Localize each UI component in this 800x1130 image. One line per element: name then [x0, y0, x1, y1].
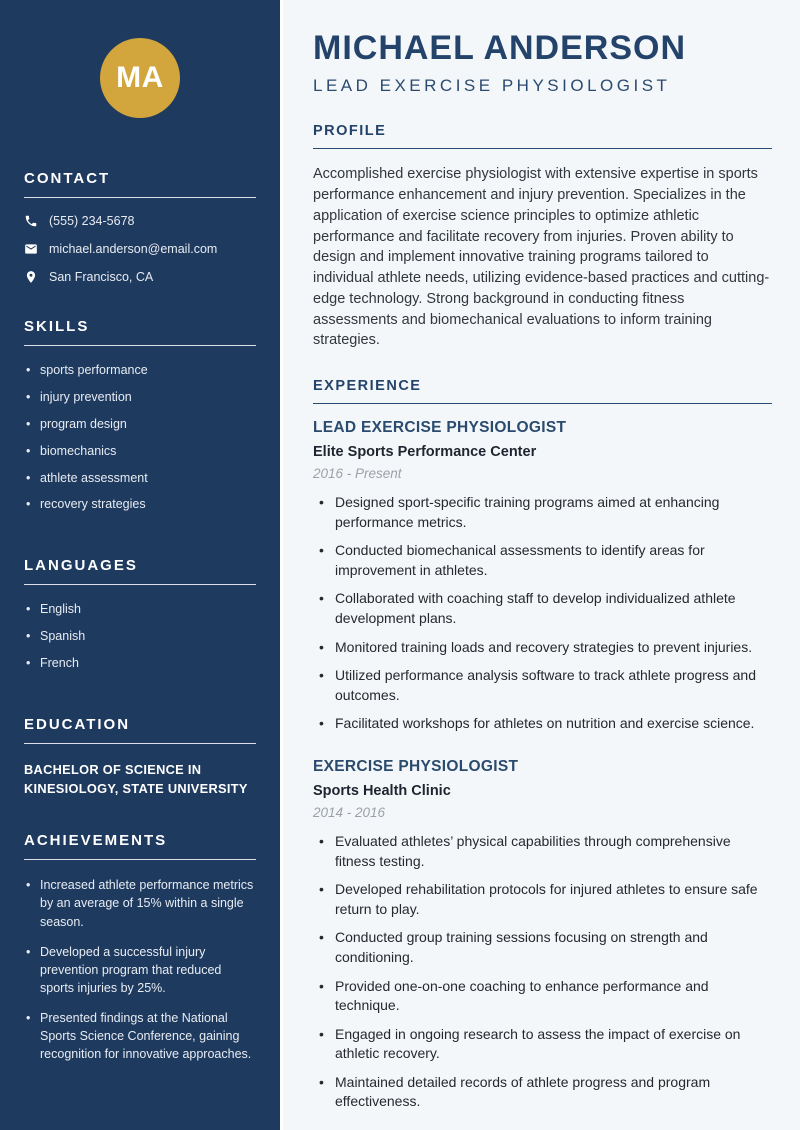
job-bullet-item: • Maintained detailed records of athlete progress and program effectiveness. — [313, 1073, 772, 1112]
profile-heading: PROFILE — [313, 123, 772, 149]
languages-heading: LANGUAGES — [24, 557, 256, 585]
languages-list — [24, 601, 256, 672]
avatar — [100, 38, 180, 118]
job-dates: 2014 - 2016 — [313, 804, 386, 820]
job-company: Elite Sports Performance Center — [313, 444, 537, 460]
achievement-item: • Developed a successful injury prevention program that reduced sports injuries by 25%. — [24, 943, 256, 997]
contact-email-text: michael.anderson@email.com — [49, 242, 218, 256]
sidebar — [0, 0, 280, 1130]
job-bullet-item: • Utilized performance analysis software to track athlete progress and outcomes. — [313, 666, 772, 705]
headline-title: LEAD EXERCISE PHYSIOLOGIST — [313, 76, 671, 96]
contact-phone-text: (555) 234-5678 — [49, 214, 135, 228]
skills-section — [24, 318, 256, 523]
job-dates: 2016 - Present — [313, 466, 402, 481]
skills-list — [24, 362, 256, 513]
contact-heading: CONTACT — [24, 170, 256, 198]
job-bullet-item: • Provided one-on-one coaching to enhance performance and technique. — [313, 977, 772, 1016]
experience-heading: EXPERIENCE — [313, 378, 772, 404]
main-content — [280, 0, 800, 1130]
language-item: • Spanish — [24, 628, 256, 645]
phone-icon — [24, 214, 38, 228]
location-icon — [24, 270, 38, 284]
achievements-list — [24, 876, 256, 1063]
achievements-section — [24, 832, 256, 1075]
education-heading: EDUCATION — [24, 716, 256, 744]
skill-item: • recovery strategies — [24, 496, 256, 513]
languages-section — [24, 557, 256, 682]
email-icon — [24, 242, 38, 256]
job-company: Sports Health Clinic — [313, 782, 451, 799]
contact-phone-row — [24, 214, 256, 228]
job-bullet-item: • Conducted biomechanical assessments to identify areas for improvement in athletes. — [313, 541, 772, 580]
achievements-heading: ACHIEVEMENTS — [24, 832, 256, 860]
job-bullets — [313, 493, 772, 734]
job-entry-2 — [313, 758, 772, 1112]
contact-location-text: San Francisco, CA — [49, 270, 154, 284]
contact-email-row — [24, 242, 256, 256]
skills-heading: SKILLS — [24, 318, 256, 346]
job-entry-1 — [313, 419, 772, 734]
job-bullet-item: • Designed sport-specific training programs aimed at enhancing performance metrics. — [313, 493, 772, 532]
contact-location-row — [24, 270, 256, 284]
job-title: EXERCISE PHYSIOLOGIST — [313, 757, 519, 775]
achievement-item: • Increased athlete performance metrics by an average of 15% within a single season. — [24, 876, 256, 930]
job-bullet-item: • Engaged in ongoing research to assess the impact of exercise on athletic recovery. — [313, 1025, 772, 1064]
job-bullet-item: • Conducted group training sessions focusing on strength and conditioning. — [313, 928, 772, 967]
job-bullet-item: • Collaborated with coaching staff to develop individualized athlete development plans. — [313, 589, 772, 628]
avatar-initials: MA — [116, 61, 164, 94]
profile-section — [313, 123, 772, 351]
job-bullet-item: • Developed rehabilitation protocols for injured athletes to ensure safe return to play. — [313, 880, 772, 919]
profile-text: Accomplished exercise physiologist with extensive expertise in sports performance enhancement and injury prevention. Specializes in the application of exercise science principles to optimize athletic performance and facilitate recovery from injuries. Proven ability to design and implement innovative training programs tailored to individual athlete needs, utilizing evidence-based practices and cutting-edge technology. Strong background in conducting fitness assessments and biomechanical evaluations to inform training strategies. — [313, 166, 770, 349]
experience-section — [313, 378, 772, 1112]
skill-item: • athlete assessment — [24, 470, 256, 487]
skill-item: • injury prevention — [24, 389, 256, 406]
job-bullet-item: • Monitored training loads and recovery strategies to prevent injuries. — [313, 638, 772, 658]
job-title: LEAD EXERCISE PHYSIOLOGIST — [313, 419, 567, 436]
skill-item: • program design — [24, 416, 256, 433]
job-bullet-item: • Facilitated workshops for athletes on nutrition and exercise science. — [313, 714, 772, 734]
contact-section — [24, 170, 256, 284]
education-degree: BACHELOR OF SCIENCE IN KINESIOLOGY, STATE UNIVERSITY — [24, 761, 248, 797]
job-bullet-item: • Evaluated athletes’ physical capabilities through comprehensive fitness testing. — [313, 832, 772, 871]
achievement-item: • Presented findings at the National Sports Science Conference, gaining recognition for innovative approaches. — [24, 1009, 256, 1063]
education-section — [24, 716, 256, 798]
skill-item: • biomechanics — [24, 443, 256, 460]
name-heading: MICHAEL ANDERSON — [313, 29, 687, 67]
language-item: • English — [24, 601, 256, 618]
skill-item: • sports performance — [24, 362, 256, 379]
job-bullets — [313, 832, 772, 1112]
language-item: • French — [24, 655, 256, 672]
